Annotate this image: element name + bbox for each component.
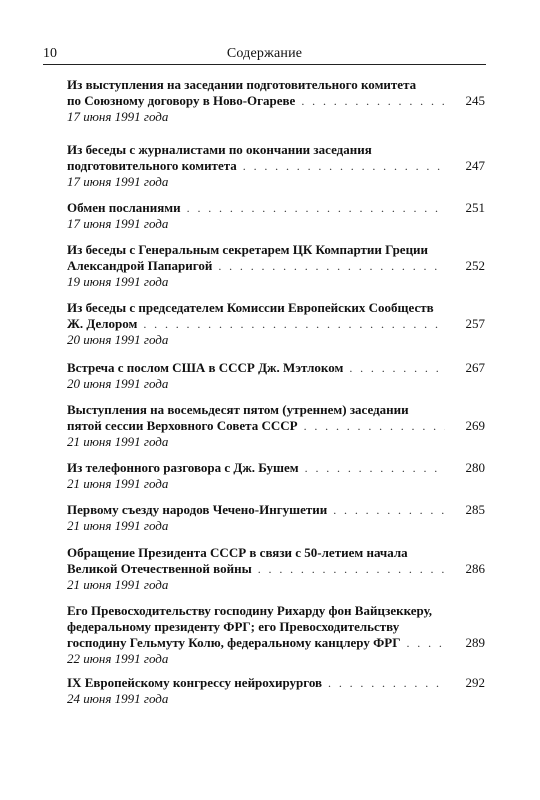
toc-entry-title-line: Обращение Президента СССР в связи с 50-летием начала [67, 545, 408, 560]
dot-leader [187, 200, 445, 216]
toc-entry-date: 19 июня 1991 года [67, 274, 169, 289]
toc-entry-page-number: 252 [465, 258, 485, 273]
toc-entry[interactable] [67, 360, 485, 392]
toc-entry[interactable] [67, 200, 485, 232]
dot-leader [258, 561, 445, 577]
toc-entry-date: 21 июня 1991 года [67, 518, 169, 533]
toc-entry-title-line: Ж. Делором [67, 316, 138, 331]
toc-entry-page-number: 292 [465, 675, 485, 690]
toc-entry-title-line: господину Гельмуту Колю, федеральному канцлеру ФРГ [67, 635, 401, 650]
toc-entry-date: 21 июня 1991 года [67, 577, 169, 592]
toc-entry[interactable] [67, 402, 485, 450]
toc-entry[interactable] [67, 142, 485, 190]
dot-leader [304, 418, 445, 434]
toc-entry[interactable] [67, 502, 485, 534]
running-title: Содержание [226, 46, 303, 61]
toc-entry-title-line: Великой Отечественной войны [67, 561, 252, 576]
toc-entry-title-line: Первому съезду народов Чечено-Ингушетии [67, 502, 328, 517]
toc-entry-title-line: Александрой Папаригой [67, 258, 213, 273]
toc-entry-title-line: Выступления на восемьдесят пятом (утреннем) заседании [67, 402, 409, 417]
toc-entry-page-number: 257 [465, 316, 485, 331]
toc-entry-date: 21 июня 1991 года [67, 476, 169, 491]
toc-entry-page-number: 285 [465, 502, 485, 517]
toc-entry-title-line: IX Европейскому конгрессу нейрохирургов [67, 675, 323, 690]
toc-entry-title-line: Из выступления на заседании подготовительного комитета [67, 77, 417, 92]
toc-entry-date: 22 июня 1991 года [67, 651, 169, 666]
page-number: 10 [43, 46, 57, 61]
dot-leader [143, 316, 445, 332]
toc-entry-page-number: 267 [465, 360, 485, 375]
toc-entry-title-line: Встреча с послом США в СССР Дж. Мэтлоком [67, 360, 344, 375]
toc-entry-page-number: 280 [465, 460, 485, 475]
dot-leader [305, 460, 445, 476]
toc-entry[interactable] [67, 300, 485, 348]
dot-leader [243, 158, 445, 174]
toc-entry-title-line: пятой сессии Верховного Совета СССР [67, 418, 298, 433]
toc-entry-page-number: 251 [465, 200, 485, 215]
dot-leader [301, 93, 445, 109]
toc-entry-date: 17 июня 1991 года [67, 216, 169, 231]
toc-entry-date: 20 июня 1991 года [67, 376, 169, 391]
toc-entry[interactable] [67, 545, 485, 593]
toc-entry-title-line: федеральному президенту ФРГ; его Превосходительству [67, 619, 400, 634]
toc-entry-title-line: Из беседы с председателем Комиссии Европейских Сообществ [67, 300, 434, 315]
toc-entry-title-line: Обмен посланиями [67, 200, 181, 215]
toc-entry-page-number: 286 [465, 561, 485, 576]
toc-entry[interactable] [67, 77, 485, 125]
toc-entry-page-number: 245 [465, 93, 485, 108]
toc-entry-date: 17 июня 1991 года [67, 109, 169, 124]
toc-entry-page-number: 247 [465, 158, 485, 173]
toc-entry-page-number: 289 [465, 635, 485, 650]
toc-entry-title-line: Его Превосходительству господину Рихарду фон Вайцзеккеру, [67, 603, 433, 618]
toc-entry-title-line: Из телефонного разговора с Дж. Бушем [67, 460, 299, 475]
toc-entry[interactable] [67, 603, 485, 667]
toc-entry-date: 17 июня 1991 года [67, 174, 169, 189]
toc-entry[interactable] [67, 675, 485, 707]
toc-entry-date: 24 июня 1991 года [67, 691, 169, 706]
dot-leader [328, 675, 445, 691]
toc-entry[interactable] [67, 460, 485, 492]
toc-entry-page-number: 269 [465, 418, 485, 433]
dot-leader [333, 502, 445, 518]
dot-leader [406, 635, 445, 651]
toc-entry-title-line: Из беседы с журналистами по окончании заседания [67, 142, 372, 157]
toc-entry-date: 20 июня 1991 года [67, 332, 169, 347]
toc-entry-title-line: подготовительного комитета [67, 158, 237, 173]
toc-entry-title-line: Из беседы с Генеральным секретарем ЦК Компартии Греции [67, 242, 429, 257]
toc-entry-date: 21 июня 1991 года [67, 434, 169, 449]
dot-leader [349, 360, 445, 376]
toc-entry[interactable] [67, 242, 485, 290]
dot-leader [218, 258, 445, 274]
toc-entry-title-line: по Союзному договору в Ново-Огареве [67, 93, 296, 108]
page-header [43, 44, 486, 65]
